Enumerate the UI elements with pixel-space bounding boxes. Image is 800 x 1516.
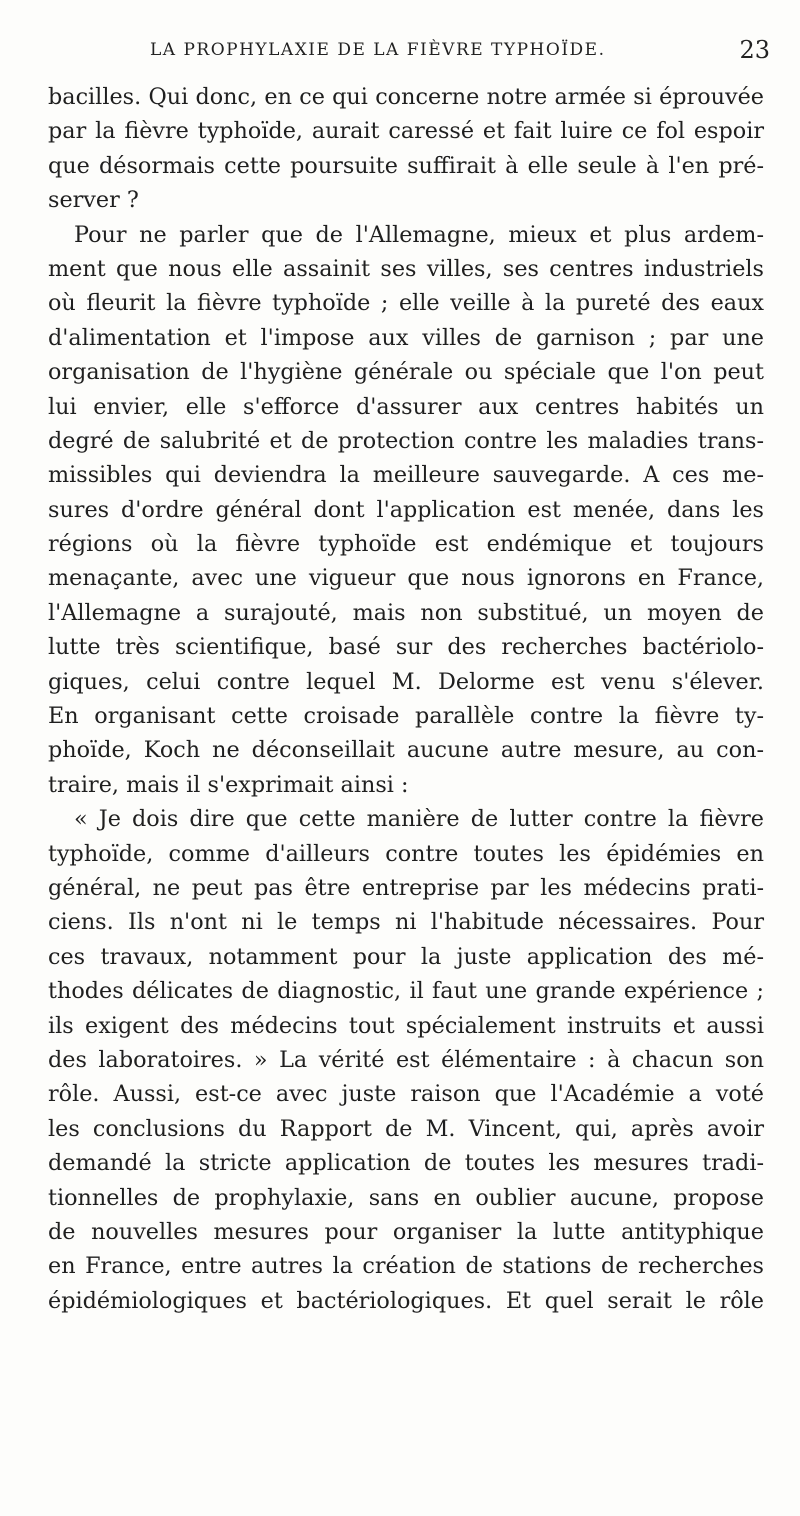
text-line: ment que nous elle assainit ses villes, ses centres industriels xyxy=(48,255,764,282)
text-line: l'Allemagne a surajouté, mais non substitué, un moyen de xyxy=(48,599,764,626)
text-line: traire, mais il s'exprimait ainsi : xyxy=(48,771,409,798)
text-line: par la fièvre typhoïde, aurait caressé et fait luire ce fol espoir xyxy=(48,118,764,145)
text-line: de nouvelles mesures pour organiser la lutte antityphique xyxy=(48,1218,764,1245)
text-line: organisation de l'hygiène générale ou spéciale que l'on peut xyxy=(48,359,764,386)
text-line: typhoïde, comme d'ailleurs contre toutes les épidémies en xyxy=(48,840,764,867)
text-line: ils exigent des médecins tout spécialement instruits et aussi xyxy=(48,1012,764,1039)
text-line: en France, entre autres la création de stations de recherches xyxy=(48,1253,764,1280)
text-line: général, ne peut pas être entreprise par les médecins prati- xyxy=(48,874,764,901)
running-title: LA PROPHYLAXIE DE LA FIÈVRE TYPHOÏDE. xyxy=(150,40,606,60)
text-line: bacilles. Qui donc, en ce qui concerne notre armée si éprouvée xyxy=(48,84,764,110)
text-line: Pour ne parler que de l'Allemagne, mieux et plus ardem- xyxy=(74,221,764,248)
text-line: que désormais cette poursuite suffirait à elle seule à l'en pré- xyxy=(48,152,764,179)
page-number: 23 xyxy=(739,36,770,64)
running-head xyxy=(70,36,770,70)
text-line: menaçante, avec une vigueur que nous ignorons en France, xyxy=(48,565,764,592)
text-line: épidémiologiques et bactériologiques. Et quel serait le rôle xyxy=(48,1287,764,1314)
text-line: phoïde, Koch ne déconseillait aucune autre mesure, au con- xyxy=(48,737,764,764)
text-line: lutte très scientifique, basé sur des recherches bactériolo- xyxy=(48,634,764,661)
text-line: lui envier, elle s'efforce d'assurer aux centres habités un xyxy=(48,393,764,420)
text-line: d'alimentation et l'impose aux villes de garnison ; par une xyxy=(48,324,764,351)
text-line: « Je dois dire que cette manière de lutter contre la fièvre xyxy=(74,806,764,833)
text-line: régions où la fièvre typhoïde est endémique et toujours xyxy=(48,531,764,558)
text-line: giques, celui contre lequel M. Delorme est venu s'élever. xyxy=(48,668,764,695)
text-line: degré de salubrité et de protection contre les maladies trans- xyxy=(48,427,764,454)
text-line: server ? xyxy=(48,187,139,214)
text-line: rôle. Aussi, est-ce avec juste raison que l'Académie a voté xyxy=(48,1081,764,1108)
text-line: En organisant cette croisade parallèle contre la fièvre ty- xyxy=(48,703,764,730)
text-line: demandé la stricte application de toutes les mesures tradi- xyxy=(48,1150,764,1177)
text-line: ciens. Ils n'ont ni le temps ni l'habitude nécessaires. Pour xyxy=(48,909,764,936)
body-text xyxy=(48,80,764,1318)
text-line: ces travaux, notamment pour la juste application des mé- xyxy=(48,943,764,970)
text-line: où fleurit la fièvre typhoïde ; elle veille à la pureté des eaux xyxy=(48,290,764,317)
text-line: les conclusions du Rapport de M. Vincent, qui, après avoir xyxy=(48,1115,764,1142)
text-line: sures d'ordre général dont l'application est menée, dans les xyxy=(48,496,764,523)
text-line: thodes délicates de diagnostic, il faut une grande expérience ; xyxy=(48,978,764,1005)
text-line: tionnelles de prophylaxie, sans en oublier aucune, propose xyxy=(48,1184,764,1211)
text-line: missibles qui deviendra la meilleure sauvegarde. A ces me- xyxy=(48,462,764,489)
text-line: des laboratoires. » La vérité est élémentaire : à chacun son xyxy=(48,1046,764,1073)
